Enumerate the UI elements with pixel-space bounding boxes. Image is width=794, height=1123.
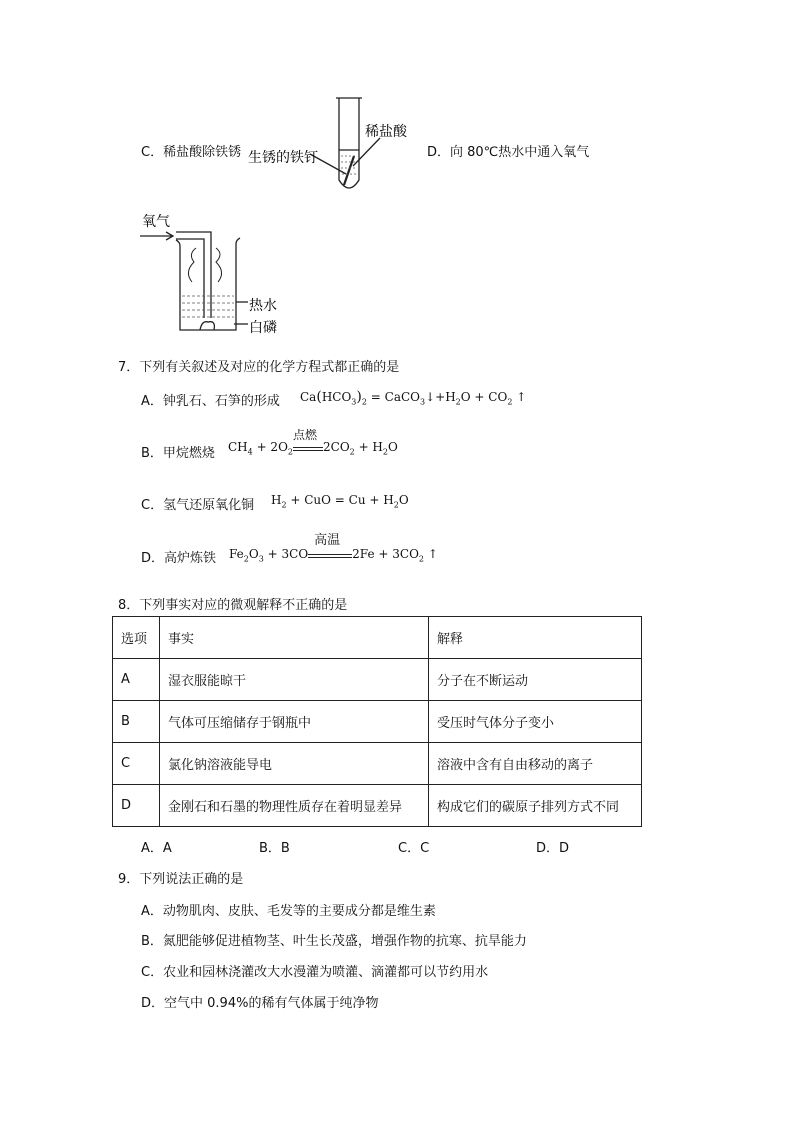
row-option: D [113, 785, 160, 827]
test-tube-figure [240, 92, 430, 202]
q7-option-a: A．钟乳石、石笋的形成 [141, 394, 280, 409]
table-row [113, 743, 642, 785]
q7-option-b: B．甲烷燃烧 [141, 446, 215, 461]
beaker [176, 238, 240, 330]
row-explanation: 受压时气体分子变小 [429, 701, 642, 743]
table-row [113, 785, 642, 827]
q7-equation-a: $Ca(HCO_3)_2$ = $CaCO_3↓+H_2O + CO_2$ ↑ [300, 389, 527, 407]
q8-answer-b: B．B [259, 841, 290, 856]
row-explanation: 分子在不断运动 [429, 659, 642, 701]
nail [344, 156, 354, 185]
table-row [113, 659, 642, 701]
q7-stem: 7．下列有关叙述及对应的化学方程式都正确的是 [118, 360, 400, 375]
q9-option-d: D．空气中 0.94%的稀有气体属于纯净物 [141, 996, 379, 1011]
acid-label: 稀盐酸 [365, 124, 407, 140]
row-option: A [113, 659, 160, 701]
row-fact: 氯化钠溶液能导电 [160, 743, 429, 785]
q6-option-c: C．稀盐酸除铁锈 [141, 145, 242, 160]
q9-option-c: C．农业和园林浇灌改大水漫灌为喷灌、滴灌都可以节约用水 [141, 965, 489, 980]
header-explanation: 解释 [429, 617, 642, 659]
nail-label: 生锈的铁钉 [248, 150, 318, 166]
q9-option-b: B．氮肥能够促进植物茎、叶生长茂盛，增强作物的抗寒、抗旱能力 [141, 934, 527, 949]
q8-stem: 8．下列事实对应的微观解释不正确的是 [118, 598, 348, 613]
q8-answer-d: D．D [536, 841, 570, 856]
q6-option-d: D．向 80℃热水中通入氧气 [427, 145, 590, 160]
white-phosphorus [200, 322, 214, 330]
facts-table [112, 616, 642, 827]
condition-b: 点燃 [293, 428, 318, 442]
row-fact: 金刚石和石墨的物理性质存在着明显差异 [160, 785, 429, 827]
table-row [113, 701, 642, 743]
q9-option-a: A．动物肌肉、皮肤、毛发等的主要成分都是维生素 [141, 904, 436, 919]
row-fact: 气体可压缩储存于钢瓶中 [160, 701, 429, 743]
q8-answer-c: C．C [398, 841, 430, 856]
row-option: C [113, 743, 160, 785]
q7-option-c: C．氢气还原氧化铜 [141, 498, 255, 513]
row-fact: 湿衣服能晾干 [160, 659, 429, 701]
q7-equation-b: $CH_4 + 2O_2$ 点燃 $2CO_2 + H_2O$ [228, 428, 398, 457]
beaker-figure [136, 206, 296, 340]
q7-equation-d: $Fe_2O_3 + 3CO$ 高温 $2Fe + 3CO_2$ ↑ [229, 547, 438, 563]
header-fact: 事实 [160, 617, 429, 659]
q8-answer-a: A．A [141, 841, 172, 856]
q9-stem: 9．下列说法正确的是 [118, 872, 244, 887]
oxygen-label: 氧气 [142, 214, 170, 230]
test-tube [336, 98, 362, 188]
q7-option-d: D．高炉炼铁 [141, 551, 217, 566]
oxygen-tube [176, 232, 211, 318]
row-explanation: 溶液中含有自由移动的离子 [429, 743, 642, 785]
row-option: B [113, 701, 160, 743]
table-header-row [113, 617, 642, 659]
hot-water-label: 热水 [249, 298, 277, 314]
q7-equation-c: $H_2$ + CuO = $Cu + H_2O$ [271, 493, 409, 510]
phosphorus-label: 白磷 [249, 320, 277, 336]
header-option: 选项 [113, 617, 160, 659]
row-explanation: 构成它们的碳原子排列方式不同 [429, 785, 642, 827]
condition-d: 高温 [314, 533, 341, 548]
